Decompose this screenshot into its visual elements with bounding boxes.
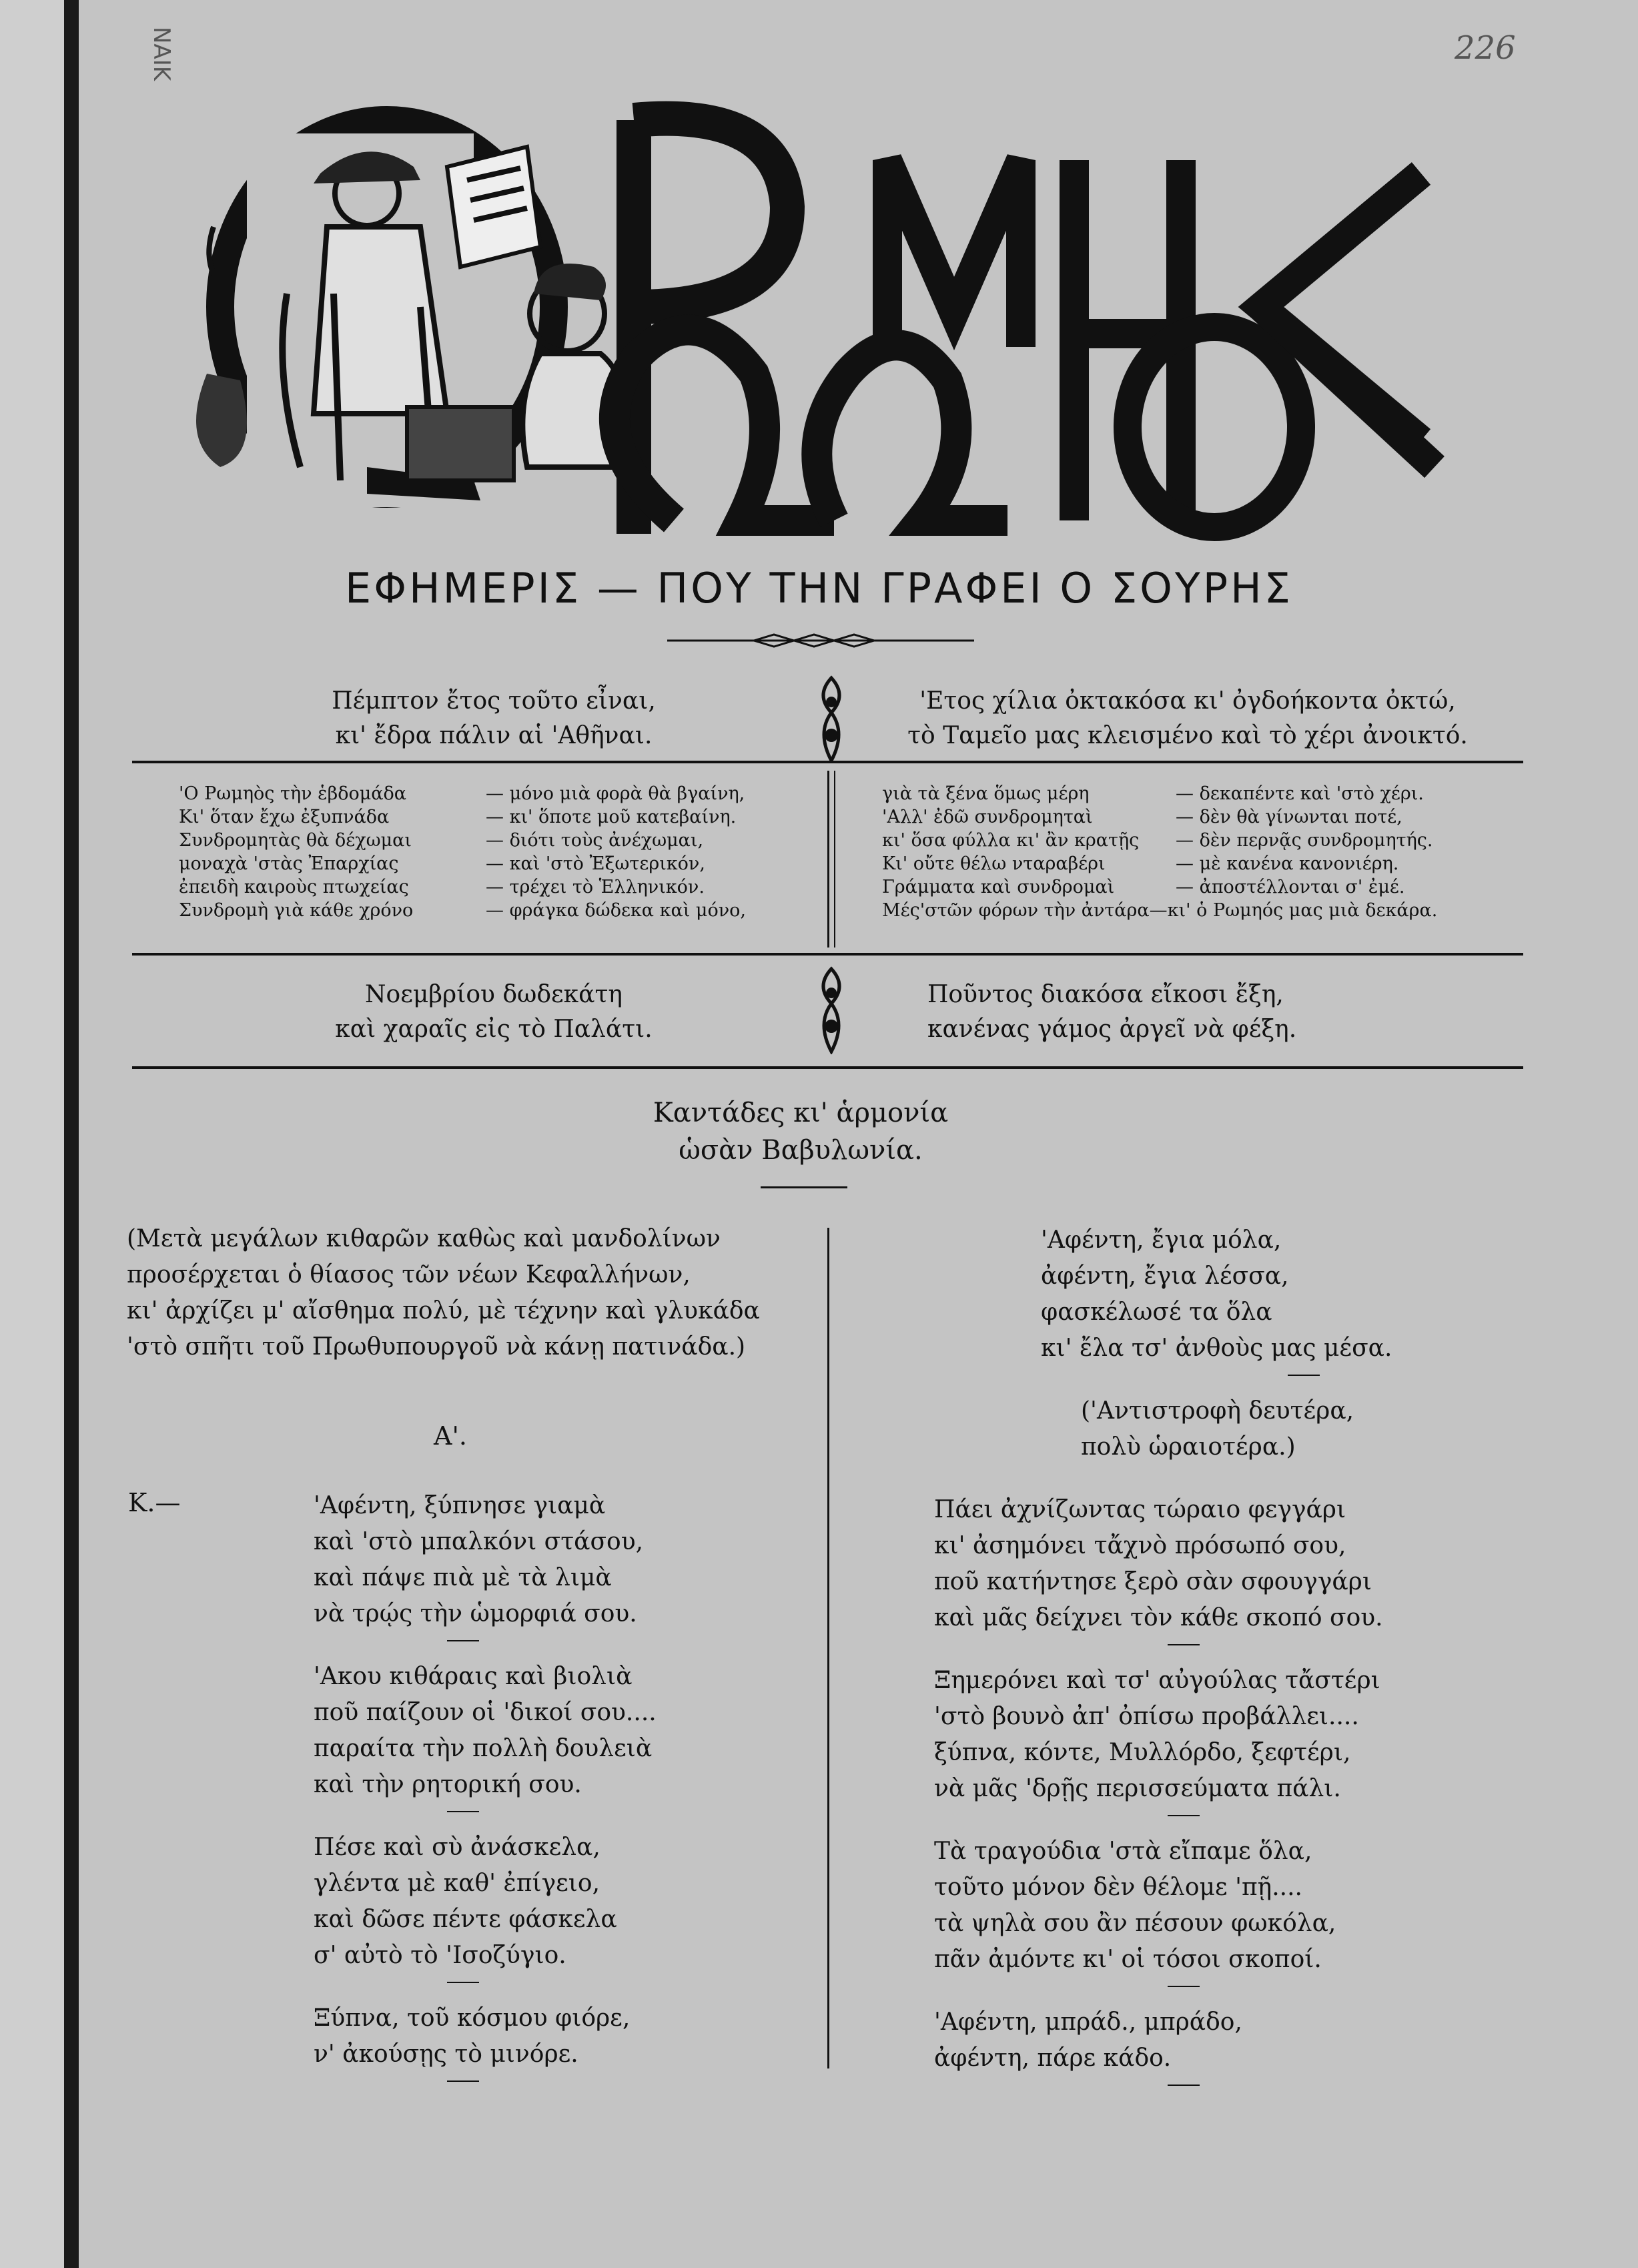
stanza: Πέσε καὶ σὺ ἀνάσκελα, γλέντα μὲ καθ' ἐπίγειο, καὶ δῶσε πέντε φάσκελα σ' αὐτὸ τὸ 'Ισοζύγιο.: [314, 1830, 821, 1983]
intro-line: κι' ἀρχίζει μ' αἴσθημα πολύ, μὲ τέχνην καὶ γλυκάδα: [127, 1297, 760, 1325]
letter-omicron: [1128, 327, 1301, 527]
date-couplet-left: [280, 978, 707, 1047]
couplet-line: 'Ετος χίλια ὀκτακόσα κι' ὀγδοήκοντα ὀκτώ,: [919, 687, 1456, 715]
couplet-line: κανένας γάμος ἀργεῖ νὰ φέξη.: [927, 1016, 1297, 1043]
couplet-line: Πέμπτον ἔτος τοῦτο εἶναι,: [332, 687, 656, 715]
stanza-divider: [447, 2081, 479, 2082]
terms-row: 'Ο Ρωμηὸς τὴν ἑβδομάδα — μόνο μιὰ φορὰ θὰ βγαίνη,: [179, 783, 745, 804]
terms-row: ἐπειδὴ καιροὺς πτωχείας — τρέχει τὸ Ἑλληνικόν.: [179, 877, 705, 897]
speaker-label: Κ.—: [128, 1488, 181, 1517]
stanza-direction: ('Αντιστροφὴ δευτέρα, πολὺ ὡραιοτέρα.): [1081, 1393, 1535, 1475]
intro-line: προσέρχεται ὁ θίασος τῶν νέων Κεφαλλήνων,: [127, 1261, 691, 1288]
stanza: 'Αφέντη, μπράδ., μπράδο, ἀφέντη, πάρε κάδο.: [934, 2004, 1535, 2086]
stanza: Ξημερόνει καὶ τσ' αὐγούλας τἄστέρι 'στὸ βουνὸ ἀπ' ὀπίσω προβάλλει.... ξύπνα, κόντε, Μυλλόρδο, ξεφτέρι, νὰ μᾶς 'δρῇς περισσεύματα πάλι.: [934, 1663, 1535, 1816]
intro-line: 'στὸ σπῆτι τοῦ Πρωθυπουργοῦ νὰ κάνῃ πατινάδα.): [127, 1333, 746, 1361]
stanza-divider: [447, 1982, 479, 1983]
ornament-middle: [813, 966, 850, 1054]
title-line: ὡσὰν Βαβυλωνία.: [679, 1135, 923, 1166]
couplet-line: Ποῦντος διακόσα εἴκοσι ἔξη,: [927, 981, 1284, 1008]
stanza-divider: [1288, 1375, 1320, 1376]
terms-right: [882, 782, 1523, 922]
letter-mu: [887, 160, 1021, 347]
title-underline: [761, 1186, 847, 1188]
terms-row: κι' ὅσα φύλλα κι' ἂν κρατῇς — δὲν περνᾷς συνδρομητής.: [882, 830, 1433, 851]
stanza: Ξύπνα, τοῦ κόσμου φιόρε, ν' ἀκούσῃς τὸ μινόρε.: [314, 2000, 821, 2082]
rule-article: [132, 1066, 1523, 1069]
hookah-base: [196, 374, 247, 467]
couplet-line: τὸ Ταμεῖο μας κλεισμένο καὶ τὸ χέρι ἀνοικτό.: [907, 722, 1468, 749]
rule-top-terms: [132, 761, 1523, 763]
top-couplet-left: [280, 684, 707, 753]
intro-line: (Μετὰ μεγάλων κιθαρῶν καθὼς καὶ μανδολίνων: [127, 1225, 721, 1252]
stanza-divider: [1168, 2085, 1200, 2086]
terms-row: Κι' οὔτε θέλω νταραβέρι — μὲ κανένα κανονιέρη.: [882, 853, 1399, 874]
terms-row: γιὰ τὰ ξένα ὅμως μέρη — δεκαπέντε καὶ 'στὸ χέρι.: [882, 783, 1424, 804]
article-title: [600, 1094, 1001, 1169]
page-number: 226: [1455, 29, 1516, 67]
masthead-logo: [167, 93, 1475, 547]
spine-mark: ΝΑΙΚ: [148, 27, 175, 81]
couplet-line: κι' ἔδρα πάλιν αἱ 'Αθῆναι.: [335, 722, 653, 749]
date-couplet-right: [927, 978, 1461, 1047]
article-intro: [127, 1221, 834, 1365]
right-poem: [934, 1222, 1535, 2103]
terms-row: Συνδρομὴ γιὰ κάθε χρόνο — φράγκα δώδεκα καὶ μόνο,: [179, 900, 746, 921]
left-poem: [314, 1488, 821, 2099]
couplet-line: Νοεμβρίου δωδεκάτη: [365, 981, 623, 1008]
terms-row: Συνδρομητὰς θὰ δέχωμαι — διότι τοὺς ἀνέχωμαι,: [179, 830, 704, 851]
terms-row: Κι' ὅταν ἔχω ἐξυπνάδα — κι' ὅποτε μοῦ κατεβαίνη.: [179, 807, 737, 827]
masthead-subtitle: ΕΦΗΜΕΡΙΣ — ΠΟΥ ΤΗΝ ΓΡΑΦΕΙ Ο ΣΟΥΡΗΣ: [345, 564, 1293, 613]
stanza: 'Αφέντη, ἔγια μόλα, ἀφέντη, ἔγια λέσσα, φασκέλωσέ τα ὅλα κι' ἔλα τσ' ἀνθοὺς μας μέσα.: [1041, 1222, 1535, 1376]
section-heading: Α'.: [434, 1421, 467, 1451]
stanza-divider: [447, 1811, 479, 1812]
stanza-divider: [447, 1640, 479, 1641]
title-line: Καντάδες κι' ἁρμονία: [653, 1098, 949, 1128]
terms-row: Γράμματα καὶ συνδρομαὶ — ἀποστέλλονται σ' ἐμέ.: [882, 877, 1405, 897]
terms-row: 'Αλλ' ἐδῶ συνδρομηταὶ — δὲν θὰ γίνωνται ποτέ,: [882, 807, 1402, 827]
subtitle-flourish: [667, 631, 974, 651]
stanza-divider: [1168, 1815, 1200, 1816]
terms-divider-2: [834, 771, 835, 948]
letter-omega-right: [817, 345, 1007, 520]
column-divider: [827, 1228, 829, 2068]
stanza: 'Αφέντη, ξύπνησε γιαμὰ καὶ 'στὸ μπαλκόνι στάσου, καὶ πάψε πιὰ μὲ τὰ λιμὰ νὰ τρῴς τὴν ὡμορφιά σου.: [314, 1488, 821, 1641]
shoe-box: [407, 407, 514, 480]
terms-row: Μές'στῶν φόρων τὴν ἀντάρα—κι' ὁ Ρωμηός μας μιὰ δεκάρα.: [882, 900, 1438, 921]
stanza-divider: [1168, 1986, 1200, 1987]
stanza: Πάει ἀχνίζωντας τώραιο φεγγάρι κι' ἀσημόνει τἄχνὸ πρόσωπό σου, ποῦ κατήντησε ξερὸ σὰν σφουγγάρι καὶ μᾶς δείχνει τὸν κάθε σκοπό σου.: [934, 1492, 1535, 1645]
ornament-top: [813, 675, 850, 763]
terms-divider: [827, 771, 829, 948]
spacer: [1288, 1473, 1320, 1475]
stanza: Τὰ τραγούδια 'στὰ εἴπαμε ὅλα, τοῦτο μόνον δὲν θέλομε 'πῇ.... τὰ ψηλὰ σου ἂν πέσουν φωκόλα, πᾶν ἀμόντε κι' οἱ τόσοι σκοποί.: [934, 1834, 1535, 1987]
rule-bottom-terms: [132, 953, 1523, 956]
stanza: 'Ακου κιθάραις καὶ βιολιὰ ποῦ παίζουν οἱ 'δικοί σου.... παραίτα τὴν πολλὴ δουλειὰ καὶ τὴν ρητορική σου.: [314, 1659, 821, 1812]
terms-left: [179, 782, 819, 922]
binding-shadow: [64, 0, 79, 2268]
terms-row: μοναχὰ 'στὰς Ἐπαρχίας — καὶ 'στὸ Ἐξωτερικόν,: [179, 853, 705, 874]
couplet-line: καὶ χαραῖς εἰς τὸ Παλάτι.: [335, 1016, 653, 1043]
stanza-divider: [1168, 1644, 1200, 1645]
top-couplet-right: [874, 684, 1501, 753]
